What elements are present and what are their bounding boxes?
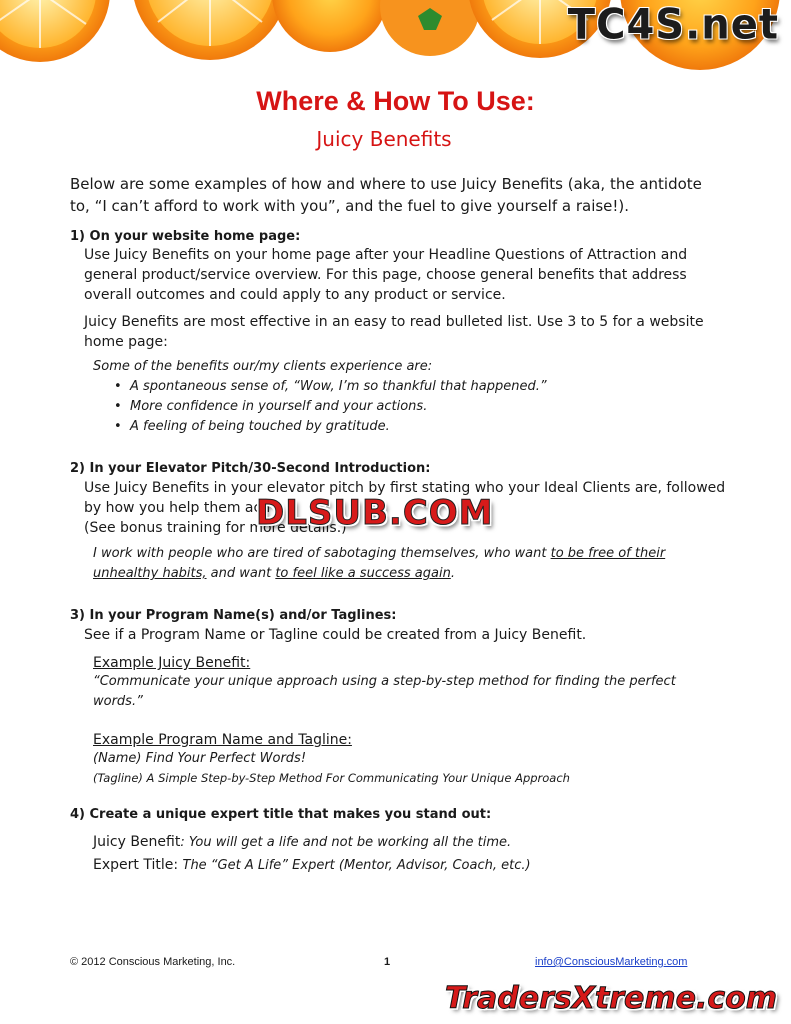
section-3-heading: 3) In your Program Name(s) and/or Taglines: — [70, 608, 397, 623]
example-line-1 — [93, 544, 665, 564]
section-2-heading: 2) In your Elevator Pitch/30-Second Introduction: — [70, 461, 431, 476]
expert-title-text: The “Get A Life” Expert (Mentor, Advisor, Coach, etc.) — [182, 858, 531, 873]
text-line: overall outcomes and could apply to any product or service. — [84, 287, 506, 303]
expert-title-line — [93, 855, 531, 876]
example-line-2 — [93, 564, 665, 584]
section-1-paragraph-2 — [84, 312, 704, 352]
example-program-tagline: (Tagline) A Simple Step-by-Step Method For Communicating Your Unique Approach — [93, 771, 570, 785]
text-line: “Communicate your unique approach using a step-by-step method for finding the perfect — [93, 674, 676, 689]
intro-paragraph — [70, 173, 702, 217]
expert-title-label: Expert Title: — [93, 857, 183, 873]
text-line: general product/service overview. For this page, choose general benefits that address — [84, 267, 687, 283]
footer-page-number: 1 — [384, 956, 391, 968]
underlined-text: unhealthy habits, — [93, 566, 207, 581]
text-line: home page: — [84, 334, 168, 350]
example-benefit-text — [93, 672, 676, 712]
example-text: and want — [206, 566, 276, 581]
intro-line: Below are some examples of how and where to use Juicy Benefits (aka, the antidote — [70, 175, 702, 193]
underlined-text: to be free of their — [550, 546, 666, 561]
juicy-benefit-text: : You will get a life and not be working all the time. — [180, 835, 512, 850]
example-benefit-label: Example Juicy Benefit: — [93, 655, 251, 671]
section-2-example — [93, 544, 665, 584]
benefits-bullet-list — [114, 377, 547, 437]
juicy-benefit-line — [93, 832, 511, 853]
example-program-label: Example Program Name and Tagline: — [93, 732, 352, 748]
example-text: . — [450, 566, 455, 581]
list-item: • A feeling of being touched by gratitude. — [114, 417, 547, 437]
text-line: by how you help them ach — [84, 500, 271, 516]
tradersxtreme-watermark: TradersXtreme.com — [445, 981, 777, 1016]
tc4s-logo: TC4S.net — [567, 0, 779, 50]
example-program-name: (Name) Find Your Perfect Words! — [93, 751, 307, 766]
underlined-text: to feel like a success again — [275, 566, 451, 581]
section-1-paragraph-1 — [84, 245, 687, 305]
intro-line: to, “I can’t afford to work with you”, and the fuel to give yourself a raise!). — [70, 197, 630, 215]
list-item: • More confidence in yourself and your actions. — [114, 397, 547, 417]
section-4-heading: 4) Create a unique expert title that makes you stand out: — [70, 807, 492, 822]
footer-copyright: © 2012 Conscious Marketing, Inc. — [70, 956, 236, 968]
example-text: I work with people who are tired of sabotaging themselves, who want — [93, 546, 551, 561]
dlsub-watermark: DLSUB.COM — [256, 493, 494, 533]
text-line: Juicy Benefits are most effective in an easy to read bulleted list. Use 3 to 5 for a website — [84, 314, 704, 330]
text-line: Use Juicy Benefits in your elevator pitch by first stating who your Ideal Clients are, followed — [84, 480, 726, 496]
footer-email-link[interactable]: info@ConsciousMarketing.com — [535, 956, 688, 968]
page-title: Where & How To Use: — [256, 86, 535, 116]
text-line: words.” — [93, 694, 143, 709]
text-line: (See bonus training for more details.) — [84, 520, 347, 536]
text-line: Use Juicy Benefits on your home page after your Headline Questions of Attraction and — [84, 247, 688, 263]
orange-banner — [0, 0, 791, 72]
list-item: • A spontaneous sense of, “Wow, I’m so thankful that happened.” — [114, 377, 547, 397]
section-1-example-lead: Some of the benefits our/my clients experience are: — [93, 359, 433, 374]
section-3-line: See if a Program Name or Tagline could be created from a Juicy Benefit. — [84, 627, 587, 643]
page-subtitle: Juicy Benefits — [316, 127, 452, 151]
juicy-benefit-label: Juicy Benefit — [93, 834, 181, 850]
section-1-heading: 1) On your website home page: — [70, 229, 301, 244]
